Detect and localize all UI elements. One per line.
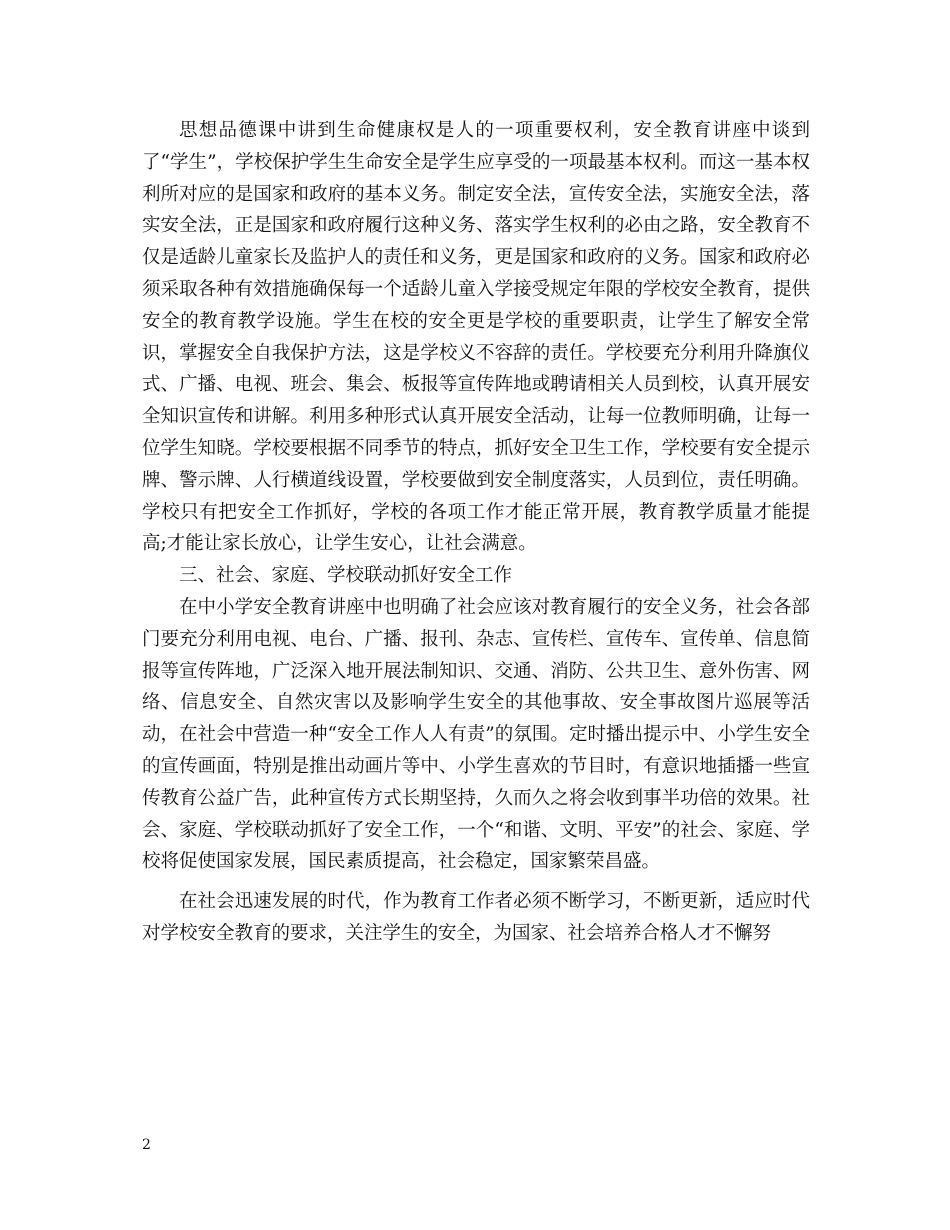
page-number: 2: [142, 1137, 151, 1153]
document-body: [142, 115, 810, 950]
paragraph-conclusion: 在社会迅速发展的时代，作为教育工作者必须不断学习，不断更新，适应时代对学校安全教育的要求，关注学生的安全，为国家、社会培养合格人才不懈努: [142, 891, 810, 944]
paragraph-society-duty: 在中小学安全教育讲座中也明确了社会应该对教育履行的安全义务，社会各部门要充分利用电视、电台、广播、报刊、杂志、宣传栏、宣传车、宣传单、信息简报等宣传阵地，广泛深入地开展法制知识、交通、消防、公共卫生、意外伤害、网络、信息安全、自然灾害以及影响学生安全的其他事故、安全事故图片巡展等活动，在社会中营造一种“安全工作人人有责”的氛围。定时播出提示中、小学生安全的宣传画面，特别是推出动画片等中、小学生喜欢的节目时，有意识地插播一些宣传教育公益广告，此种宣传方式长期坚持，久而久之将会收到事半功倍的效果。社会、家庭、学校联动抓好了安全工作，一个“和谐、文明、平安”的社会、家庭、学校将促使国家发展，国民素质提高，社会稳定，国家繁荣昌盛。: [142, 596, 810, 873]
section-heading-linkage: 三、社会、家庭、学校联动抓好安全工作: [179, 565, 513, 587]
paragraph-school-safety-duty: 思想品德课中讲到生命健康权是人的一项重要权利，安全教育讲座中谈到了“学生”，学校保护学生生命安全是学生应享受的一项最基本权利。而这一基本权利所对应的是国家和政府的基本义务。制定安全法，宣传安全法，实施安全法，落实安全法，正是国家和政府履行这种义务、落实学生权利的必由之路，安全教育不仅是适龄儿童家长及监护人的责任和义务，更是国家和政府的义务。国家和政府必须采取各种有效措施确保每一个适龄儿童入学接受规定年限的学校安全教育，提供安全的教育教学设施。学生在校的安全更是学校的重要职责，让学生了解安全常识，掌握安全自我保护方法，这是学校义不容辞的责任。学校要充分利用升降旗仪式、广播、电视、班会、集会、板报等宣传阵地或聘请相关人员到校，认真开展安全知识宣传和讲解。利用多种形式认真开展安全活动，让每一位教师明确，让每一位学生知晓。学校要根据不同季节的特点，抓好安全卫生工作，学校要有安全提示牌、警示牌、人行横道线设置，学校要做到安全制度落实，人员到位，责任明确。学校只有把安全工作抓好，学校的各项工作才能正常开展，教育教学质量才能提高;才能让家长放心，让学生安心，让社会满意。: [142, 120, 810, 555]
